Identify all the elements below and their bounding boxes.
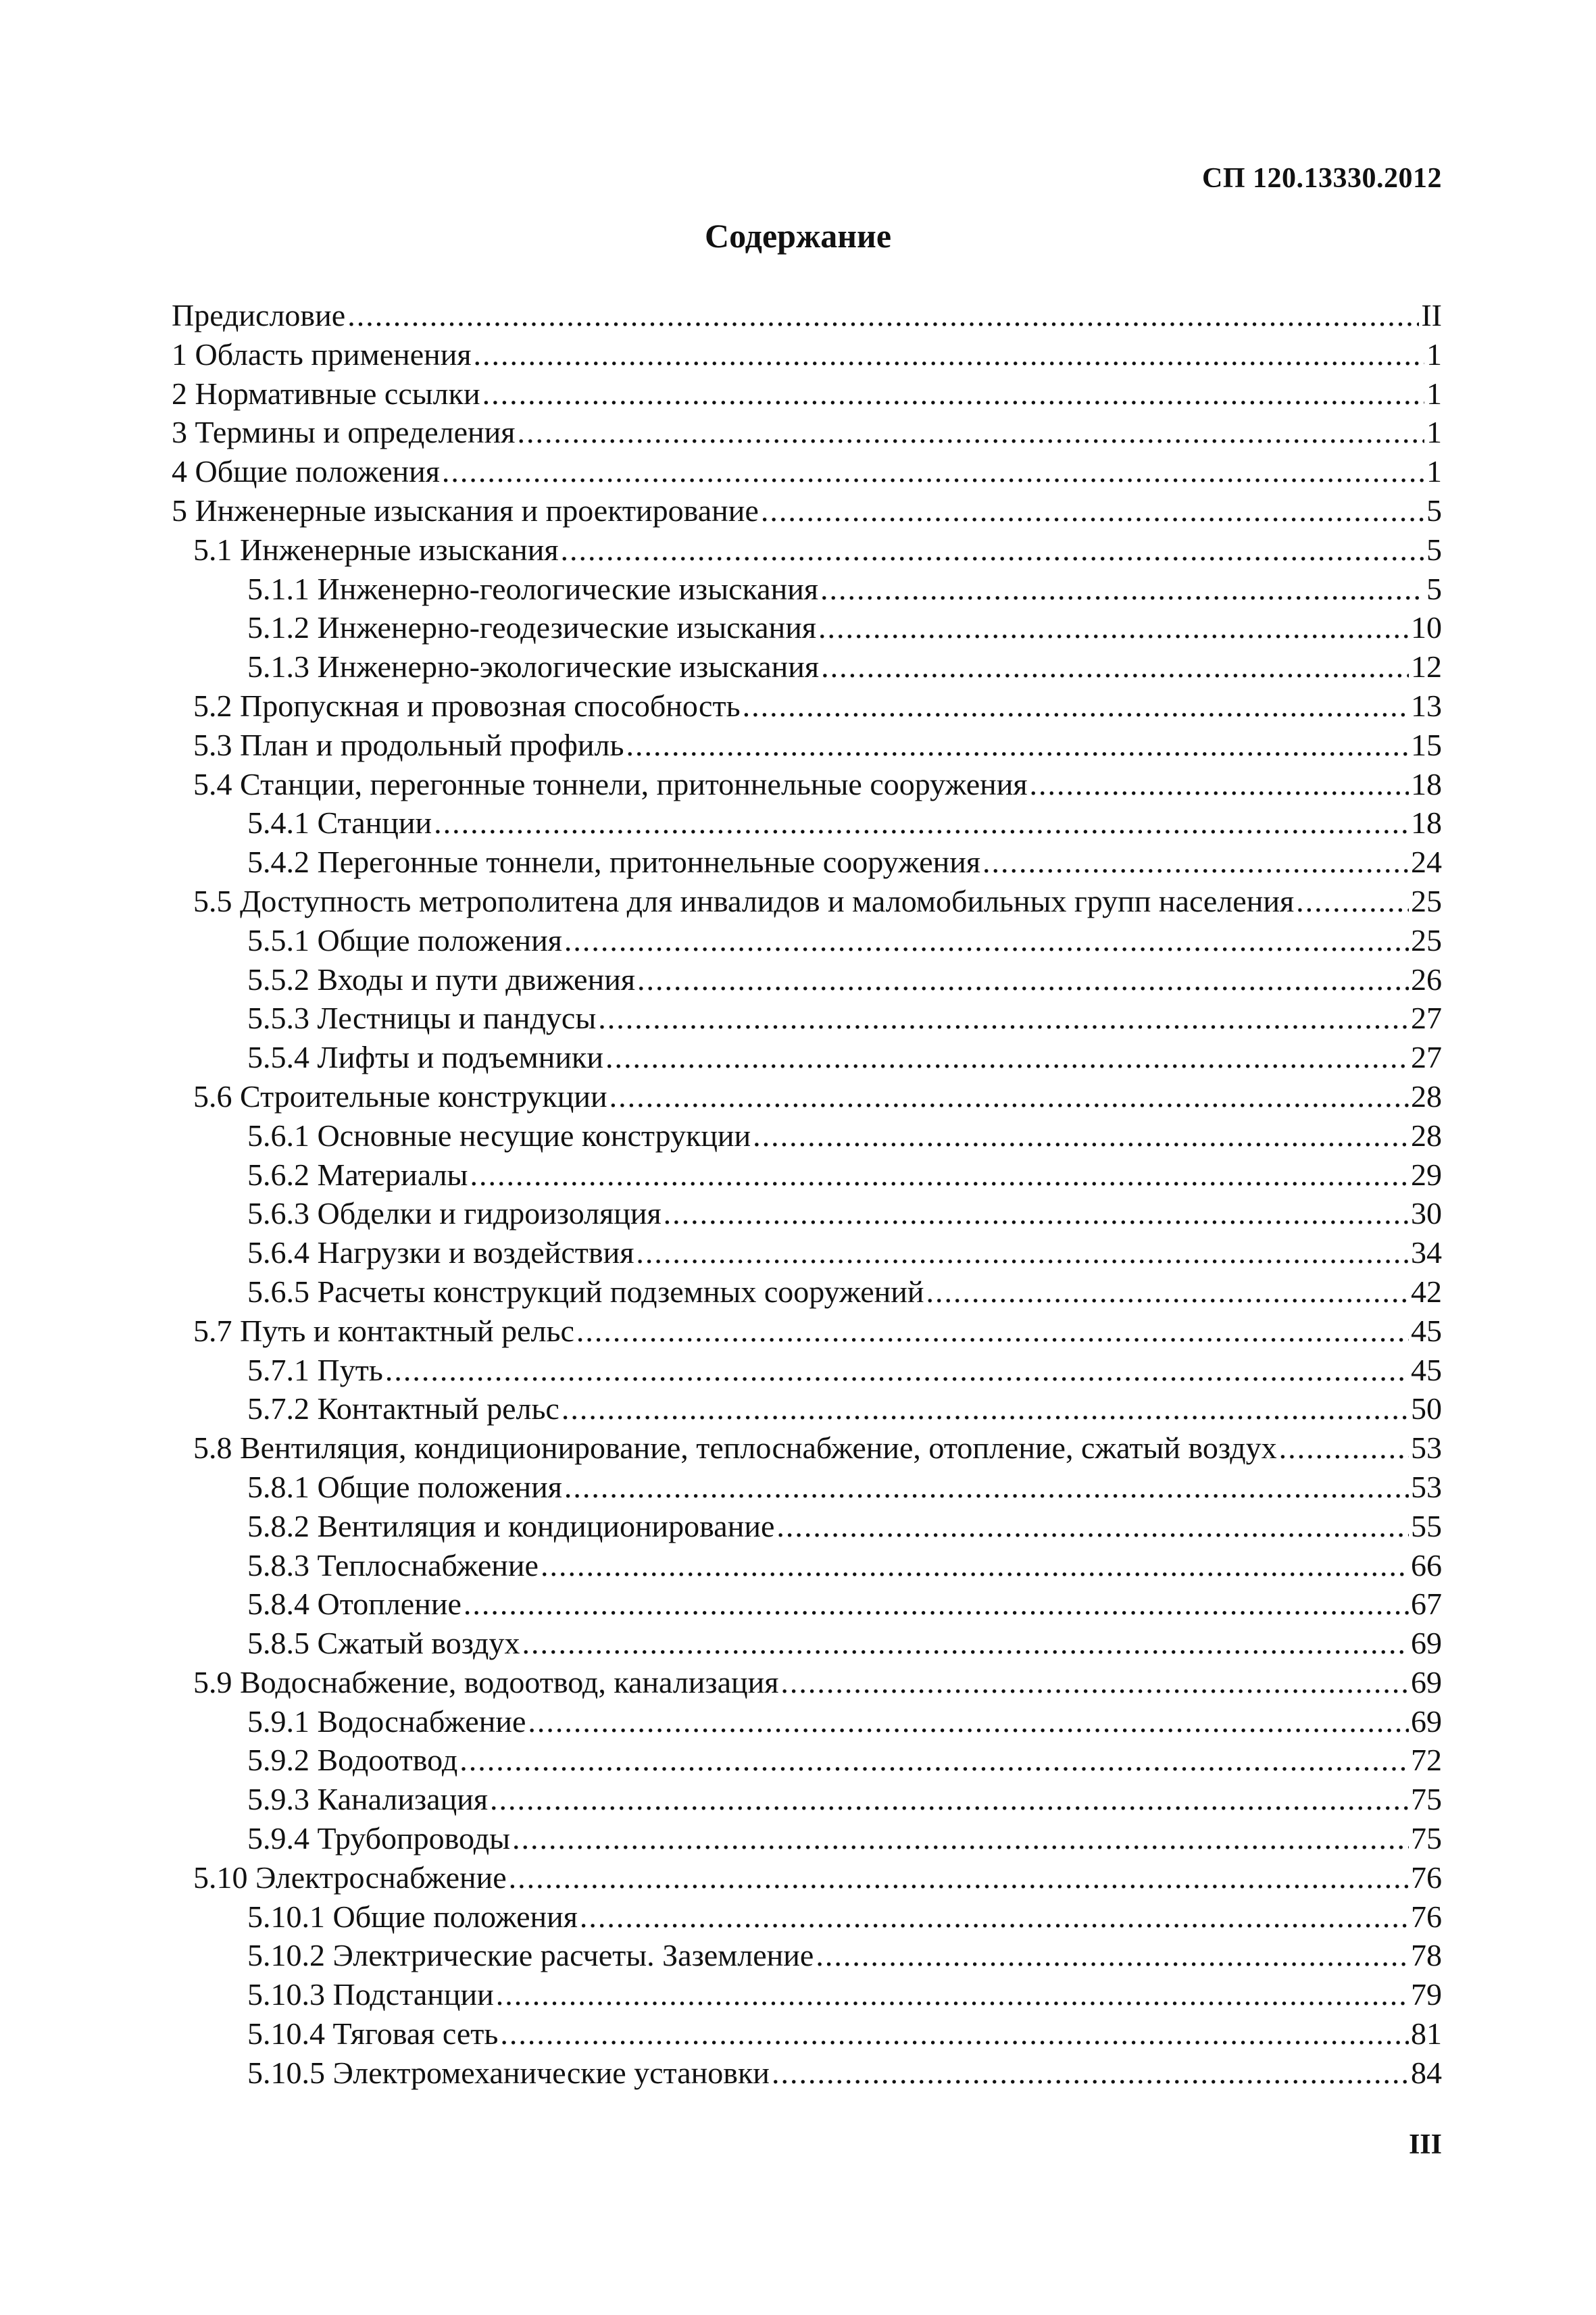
toc-entry-page: 29 [1411,1157,1442,1192]
toc-entry-label: 5.7 Путь и контактный рельс [193,1313,574,1348]
toc-dot-leader [926,1272,1410,1312]
toc-entry [172,570,1442,609]
toc-entry-label: 5.8.4 Отопление [247,1587,462,1622]
toc-entry-label: 5.5.3 Лестницы и пандусы [247,1001,597,1036]
toc-entry-page: 42 [1411,1274,1442,1309]
document-code: СП 120.13330.2012 [1202,163,1442,194]
toc-dot-leader [470,1155,1409,1195]
toc-entry-label: 5.9.1 Водоснабжение [247,1703,526,1739]
toc-entry [172,921,1442,960]
toc-entry-label: Предисловие [172,298,346,332]
toc-entry [172,1312,1442,1351]
toc-entry-page: 12 [1411,649,1442,684]
toc-dot-leader [464,1585,1409,1624]
toc-entry-label: 5.10.3 Подстанции [247,1977,494,2012]
toc-entry-page: 84 [1411,2055,1442,2090]
toc-entry [172,882,1442,921]
toc-dot-leader [560,530,1424,570]
toc-entry-page: 28 [1411,1078,1442,1114]
toc-entry [172,1468,1442,1507]
toc-entry [172,843,1442,882]
toc-entry-page: 27 [1411,1001,1442,1036]
toc-entry-page: 55 [1411,1508,1442,1543]
toc-entry [172,1819,1442,1858]
toc-entry-label: 4 Общие положения [172,454,440,489]
toc-entry-page: 76 [1411,1860,1442,1895]
toc-entry-page: 1 [1426,454,1442,489]
toc-entry-page: 5 [1426,532,1442,567]
toc-dot-leader [818,608,1409,647]
toc-entry [172,1663,1442,1702]
toc-entry [172,647,1442,687]
toc-entry-page: 67 [1411,1587,1442,1622]
toc-entry-label: 5.9.2 Водоотвод [247,1743,458,1778]
toc-entry-label: 5.5.1 Общие положения [247,922,562,957]
toc-entry-label: 3 Термины и определения [172,415,516,450]
toc-dot-leader [482,374,1424,414]
toc-dot-leader [562,1389,1409,1428]
toc-entry-label: 5.4.1 Станции [247,805,432,841]
toc-entry-label: 5.10 Электроснабжение [193,1860,507,1895]
toc-entry-label: 5.7.2 Контактный рельс [247,1391,559,1426]
toc-entry-label: 5.9 Водоснабжение, водоотвод, канализация [193,1664,779,1699]
toc-dot-leader [459,1741,1409,1780]
toc-entry [172,2014,1442,2053]
toc-entry [172,726,1442,765]
toc-entry-page: II [1421,298,1442,332]
toc-entry-page: 72 [1411,1743,1442,1778]
toc-entry-page: 24 [1411,845,1442,880]
toc-entry-page: 45 [1411,1313,1442,1348]
toc-entry [172,1428,1442,1468]
toc-entry [172,452,1442,491]
toc-entry [172,1272,1442,1312]
toc-entry-label: 5.6.2 Материалы [247,1157,468,1192]
toc-dot-leader [496,1975,1409,2014]
toc-entry [172,999,1442,1038]
toc-entry-label: 2 Нормативные ссылки [172,376,480,411]
toc-entry-page: 5 [1426,493,1442,528]
toc-entry-page: 34 [1411,1235,1442,1270]
toc-entry-label: 5.8.1 Общие положения [247,1469,562,1504]
toc-entry [172,1351,1442,1390]
toc-entry [172,1585,1442,1624]
toc-entry-label: 5.8 Вентиляция, кондиционирование, теплоснабжение, отопление, сжатый воздух [193,1430,1277,1466]
toc-entry-page: 1 [1426,415,1442,450]
toc-dot-leader [1030,765,1409,804]
toc-entry-label: 5.5.4 Лифты и подъемники [247,1040,603,1075]
toc-entry-label: 5.6.1 Основные несущие конструкции [247,1118,751,1153]
toc-dot-leader [517,413,1424,452]
toc-entry [172,530,1442,570]
toc-entry-label: 5.2 Пропускная и провозная способность [193,688,741,723]
toc-entry-label: 5.4 Станции, перегонные тоннели, притоннельные сооружения [193,766,1028,801]
toc-dot-leader [522,1624,1409,1663]
toc-dot-leader [664,1194,1409,1233]
page-number: III [1408,2129,1442,2160]
toc-entry-label: 5.6.3 Обделки и гидроизоляция [247,1196,662,1231]
toc-entry-page: 81 [1411,2016,1442,2051]
toc-entry [172,687,1442,726]
toc-entry-page: 75 [1411,1821,1442,1856]
toc-entry [172,765,1442,804]
toc-entry [172,1116,1442,1155]
toc-entry-page: 25 [1411,922,1442,957]
toc-entry-label: 5.4.2 Перегонные тоннели, притоннельные сооружения [247,845,980,880]
toc-entry-label: 5.9.3 Канализация [247,1782,488,1817]
toc-dot-leader [598,999,1409,1038]
toc-entry-page: 50 [1411,1391,1442,1426]
toc-entry [172,1624,1442,1663]
toc-dot-leader [442,452,1424,491]
toc-entry [172,413,1442,452]
toc-entry [172,491,1442,530]
toc-entry-label: 1 Область применения [172,337,472,372]
toc-entry-label: 5.1.3 Инженерно-экологические изыскания [247,649,820,684]
toc-entry-page: 30 [1411,1196,1442,1231]
toc-entry [172,2053,1442,2093]
toc-dot-leader [637,960,1409,999]
toc-entry-label: 5.5.2 Входы и пути движения [247,962,635,997]
toc-entry-page: 5 [1426,571,1442,606]
toc-entry [172,1077,1442,1116]
toc-entry-page: 66 [1411,1547,1442,1583]
toc-entry-page: 1 [1426,337,1442,372]
toc-entry-page: 18 [1411,805,1442,841]
toc-entry-label: 5.9.4 Трубопроводы [247,1821,511,1856]
toc-entry [172,1194,1442,1233]
toc-entry-label: 5.8.5 Сжатый воздух [247,1626,520,1661]
toc-dot-leader [605,1038,1409,1077]
toc-dot-leader [609,1077,1409,1116]
toc-entry-label: 5.6 Строительные конструкции [193,1078,607,1114]
toc-entry [172,335,1442,374]
toc-dot-leader [347,296,1419,335]
toc-dot-leader [626,726,1409,765]
toc-entry-page: 27 [1411,1040,1442,1075]
toc-dot-leader [500,2014,1409,2053]
toc-entry-page: 26 [1411,962,1442,997]
toc-entry [172,1780,1442,1819]
toc-dot-leader [821,647,1409,687]
toc-entry-page: 13 [1411,688,1442,723]
toc-entry-label: 5.6.4 Нагрузки и воздействия [247,1235,634,1270]
toc-entry-page: 75 [1411,1782,1442,1817]
toc-entry [172,960,1442,999]
toc-entry [172,1546,1442,1585]
toc-entry-label: 5.6.5 Расчеты конструкций подземных сооружений [247,1274,924,1309]
toc-entry-page: 69 [1411,1703,1442,1739]
toc-dot-leader [772,2053,1409,2093]
toc-dot-leader [564,1468,1409,1507]
toc-entry [172,374,1442,414]
toc-entry [172,608,1442,647]
toc-entry-page: 1 [1426,376,1442,411]
toc-dot-leader [1279,1428,1409,1468]
toc-entry [172,1507,1442,1546]
toc-entry [172,1741,1442,1780]
toc-entry [172,1936,1442,1975]
toc-dot-leader [636,1233,1409,1272]
toc-entry-page: 10 [1411,610,1442,645]
toc-dot-leader [982,843,1409,882]
toc-entry [172,1038,1442,1077]
toc-entry-label: 5.3 План и продольный профиль [193,727,624,762]
toc-dot-leader [1296,882,1409,921]
toc-dot-leader [512,1819,1409,1858]
toc-dot-leader [753,1116,1409,1155]
toc-entry-page: 18 [1411,766,1442,801]
toc-entry [172,1233,1442,1272]
toc-dot-leader [434,803,1409,843]
toc-dot-leader [780,1663,1409,1702]
toc-entry [172,1975,1442,2014]
toc-entry-label: 5.1.1 Инженерно-геологические изыскания [247,571,818,606]
toc-entry-page: 53 [1411,1469,1442,1504]
toc-entry-label: 5.10.2 Электрические расчеты. Заземление [247,1938,814,1973]
toc-entry-label: 5.1.2 Инженерно-геодезические изыскания [247,610,816,645]
toc-dot-leader [385,1351,1409,1390]
toc-entry-label: 5.5 Доступность метрополитена для инвалидов и маломобильных групп населения [193,883,1295,918]
toc-entry-page: 45 [1411,1352,1442,1387]
toc-dot-leader [490,1780,1409,1819]
toc-entry [172,296,1442,335]
toc-dot-leader [816,1936,1409,1975]
toc-entry [172,1858,1442,1897]
toc-dot-leader [509,1858,1409,1897]
table-of-contents [172,296,1442,2093]
toc-dot-leader [761,491,1424,530]
toc-entry-page: 53 [1411,1430,1442,1466]
toc-dot-leader [580,1897,1409,1937]
toc-entry-page: 69 [1411,1626,1442,1661]
toc-dot-leader [564,921,1409,960]
toc-entry-label: 5.7.1 Путь [247,1352,383,1387]
toc-entry-label: 5.10.1 Общие положения [247,1899,578,1934]
toc-dot-leader [528,1702,1409,1741]
toc-entry [172,1389,1442,1428]
toc-dot-leader [743,687,1409,726]
toc-dot-leader [474,335,1424,374]
toc-dot-leader [820,570,1424,609]
toc-entry [172,1155,1442,1195]
toc-entry-label: 5 Инженерные изыскания и проектирование [172,493,759,528]
toc-entry-page: 78 [1411,1938,1442,1973]
toc-entry-page: 76 [1411,1899,1442,1934]
toc-entry-label: 5.8.2 Вентиляция и кондиционирование [247,1508,775,1543]
toc-entry-page: 15 [1411,727,1442,762]
toc-entry-label: 5.10.5 Электромеханические установки [247,2055,770,2090]
toc-entry-label: 5.10.4 Тяговая сеть [247,2016,499,2051]
toc-dot-leader [541,1546,1409,1585]
toc-entry-label: 5.1 Инженерные изыскания [193,532,559,567]
toc-entry-page: 69 [1411,1664,1442,1699]
toc-entry-label: 5.8.3 Теплоснабжение [247,1547,539,1583]
toc-title: Содержание [704,217,892,255]
toc-entry [172,1897,1442,1937]
toc-entry-page: 28 [1411,1118,1442,1153]
toc-dot-leader [776,1507,1409,1546]
toc-entry [172,1702,1442,1741]
toc-dot-leader [576,1312,1409,1351]
toc-entry-page: 79 [1411,1977,1442,2012]
toc-entry [172,803,1442,843]
toc-entry-page: 25 [1411,883,1442,918]
